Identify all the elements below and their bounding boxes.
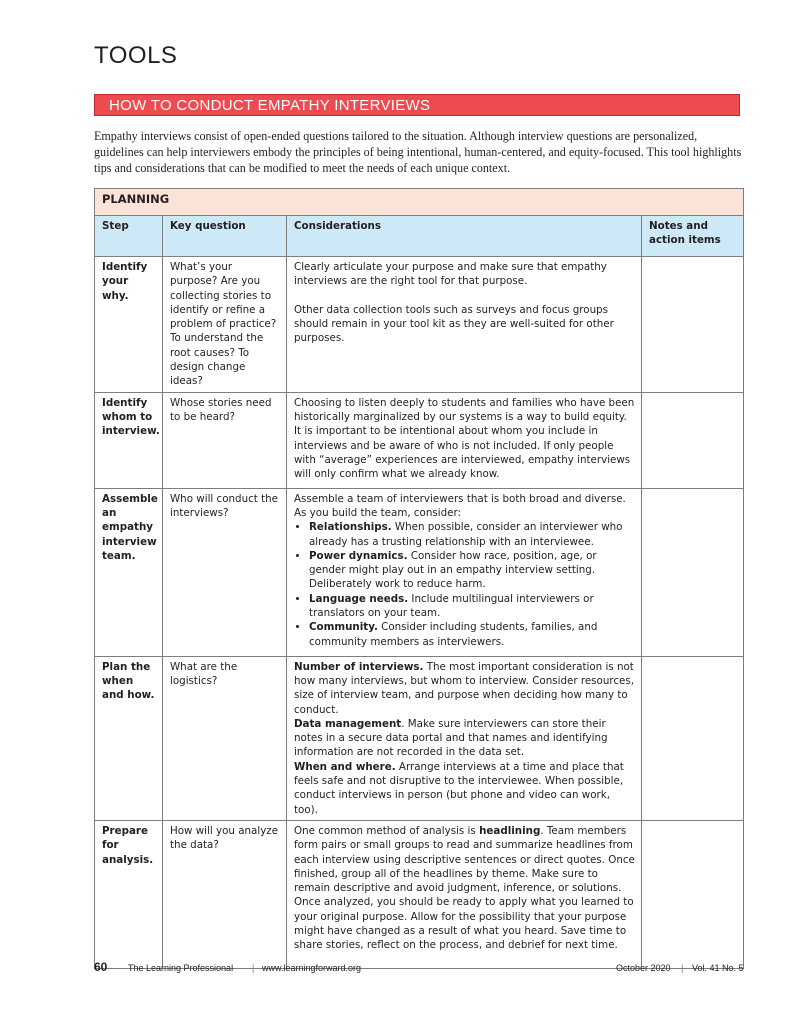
bullet-text: Include multilingual interviewers or translators on your team.: [309, 592, 594, 620]
table-row: [95, 257, 744, 393]
issue-date: October 2020: [616, 963, 671, 973]
section-label: TOOLS: [94, 42, 178, 69]
considerations-list: [294, 520, 635, 649]
planning-title: PLANNING: [95, 189, 744, 216]
header-notes: Notes and action items: [642, 216, 744, 257]
consideration-paragraph: Once analyzed, you should be ready to apply what you learned to your original purpose. Allow for the possibility that your purpose might have changed as a result of what you heard. Save time to share stories, reflect on the process, and debrief for next time.: [294, 896, 634, 952]
step-cell: Plan the when and how.: [95, 656, 163, 820]
step-cell: Assemble an empathy interview team.: [95, 488, 163, 656]
headlining-term: headlining: [479, 824, 541, 837]
table-header-row: [95, 216, 744, 257]
body-text: . Team members form pairs or small groups to read and summarize headlines from each interview using descriptive sentences or direct quotes. Once finished, group all of the headlines by theme. Make sure to remain descriptive and avoid judgment, inference, or solutions.: [294, 824, 635, 895]
bullet-text: Consider how race, position, age, or gender might play out in an empathy interview setting. Deliberately work to reduce harm.: [309, 549, 597, 591]
considerations-cell: [287, 488, 642, 656]
bullet-term: Power dynamics.: [309, 549, 408, 562]
bullet-term: Relationships.: [309, 521, 392, 534]
question-cell: How will you analyze the data?: [163, 820, 287, 968]
footer-separator: |: [681, 963, 684, 973]
header-step: Step: [95, 216, 163, 257]
banner-title: HOW TO CONDUCT EMPATHY INTERVIEWS: [109, 96, 431, 114]
title-banner: [94, 94, 740, 116]
volume-number: Vol. 41 No. 5: [692, 963, 744, 973]
consideration-item: [294, 660, 635, 717]
page-number: 60: [94, 960, 108, 974]
item-text: Arrange interviews at a time and place that feels safe and not disruptive to the interviewee. When possible, conduct interviews in person (but phone and video can work, too).: [294, 760, 624, 816]
notes-cell[interactable]: [642, 820, 744, 968]
header-considerations: Considerations: [287, 216, 642, 257]
table-row: [95, 656, 744, 820]
question-cell: Who will conduct the interviews?: [163, 488, 287, 656]
intro-paragraph: Empathy interviews consist of open-ended questions tailored to the situation. Although interview questions are personalized, guidelines can help interviewers embody the principles of being intentional, human-centered, and equity-focused. This tool highlights tips and considerations that can be modified to meet the needs of each unique context.: [94, 129, 742, 175]
consideration-item: [294, 760, 635, 817]
item-term: When and where.: [294, 760, 396, 773]
header-key-question: Key question: [163, 216, 287, 257]
list-item: [309, 520, 635, 549]
list-item: [309, 592, 635, 621]
item-text: The most important consideration is not how many interviews, but whom to interview. Consider resources, size of interview team, and purpose when deciding how many to conduct.: [294, 660, 634, 716]
page-footer: [94, 962, 744, 978]
considerations-cell: [287, 656, 642, 820]
publication-name: The Learning Professional: [128, 963, 234, 973]
item-text: . Make sure interviewers can store their notes in a secure data portal and that names and identifying information are not recorded in the data set.: [294, 717, 608, 759]
consideration-item: [294, 717, 635, 760]
notes-cell[interactable]: [642, 392, 744, 488]
item-term: Number of interviews.: [294, 660, 424, 673]
question-cell: Whose stories need to be heard?: [163, 392, 287, 488]
consideration-paragraph: [294, 824, 635, 895]
lead-text: One common method of analysis is: [294, 824, 480, 837]
table-row: [95, 392, 744, 488]
bullet-term: Language needs.: [309, 592, 409, 605]
step-cell: Prepare for analysis.: [95, 820, 163, 968]
considerations-cell: [287, 820, 642, 968]
considerations-cell: [287, 392, 642, 488]
table-row: [95, 820, 744, 968]
notes-cell[interactable]: [642, 257, 744, 393]
question-cell: What are the logistics?: [163, 656, 287, 820]
step-cell: Identify whom to interview.: [95, 392, 163, 488]
list-item: [309, 549, 635, 592]
step-cell: Identify your why.: [95, 257, 163, 393]
footer-url[interactable]: www.learningforward.org: [262, 963, 362, 973]
list-item: [309, 620, 635, 649]
planning-table: [94, 188, 744, 969]
consideration-paragraph: Choosing to listen deeply to students and families who have been historically marginalized by our systems is a way to build equity. It is important to be intentional about whom you include in interviews and be aware of who is not included. If only people with “average” experiences are interviewed, empathy interviews will only confirm what we already know.: [294, 396, 635, 481]
footer-separator: |: [252, 963, 255, 973]
consideration-paragraph: Other data collection tools such as surveys and focus groups should remain in your tool kit as they are well-suited for other purposes.: [294, 303, 614, 345]
bullet-term: Community.: [309, 621, 378, 634]
bullet-text: When possible, consider an interviewer who already has a trusting relationship with an interviewee.: [309, 521, 623, 548]
notes-cell[interactable]: [642, 488, 744, 656]
planning-section-header: [95, 189, 744, 216]
consideration-paragraph: Clearly articulate your purpose and make sure that empathy interviews are the right tool for that purpose.: [294, 261, 607, 288]
notes-cell[interactable]: [642, 656, 744, 820]
bullet-text: Consider including students, families, and community members as interviewers.: [309, 621, 598, 648]
item-term: Data management: [294, 717, 402, 730]
consideration-intro: Assemble a team of interviewers that is both broad and diverse. As you build the team, consider:: [294, 492, 626, 519]
table-row: [95, 488, 744, 656]
considerations-cell: [287, 257, 642, 393]
question-cell: What’s your purpose? Are you collecting stories to identify or refine a problem of practice? To understand the root causes? To design change ideas?: [163, 257, 287, 393]
